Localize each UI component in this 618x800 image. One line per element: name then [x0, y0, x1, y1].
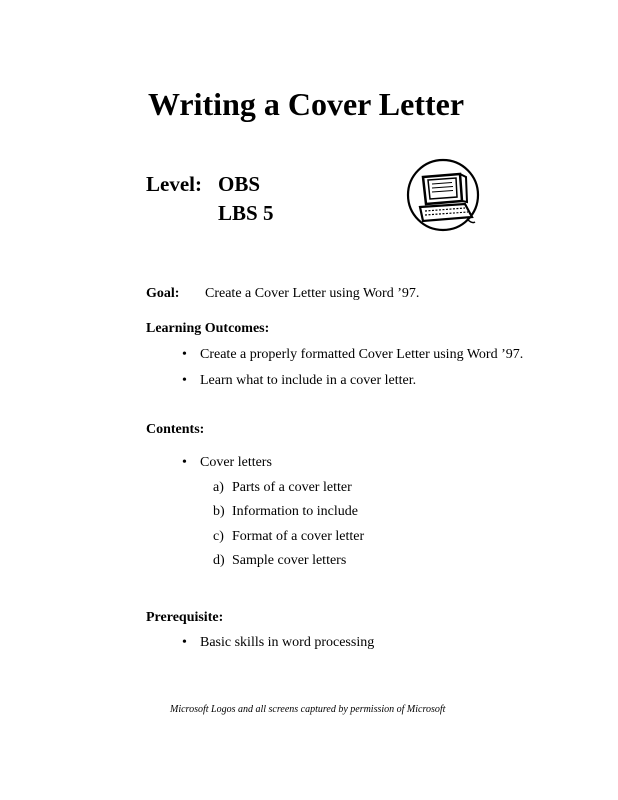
contents-subitem: Parts of a cover letter [232, 480, 352, 495]
footer-note: Microsoft Logos and all screens captured by permission of Microsoft [170, 704, 446, 715]
contents-label: Contents: [146, 422, 205, 437]
bullet-icon: • [182, 347, 187, 362]
contents-subitem-letter: d) [213, 553, 225, 568]
goal-label: Goal: [146, 286, 180, 301]
contents-subitem-letter: c) [213, 529, 224, 544]
prerequisite-item: Basic skills in word processing [200, 635, 375, 650]
learning-outcome-item: Learn what to include in a cover letter. [200, 373, 417, 388]
prerequisite-label: Prerequisite: [146, 610, 224, 625]
level-label: Level: [146, 172, 202, 196]
contents-subitem: Format of a cover letter [232, 529, 365, 544]
contents-subitem: Information to include [232, 504, 358, 519]
page-title: Writing a Cover Letter [148, 86, 465, 122]
learning-outcomes-label: Learning Outcomes: [146, 321, 270, 336]
computer-icon [405, 157, 483, 235]
goal-text: Create a Cover Letter using Word ’97. [205, 286, 420, 301]
bullet-icon: • [182, 455, 187, 470]
level-value-obs: OBS [218, 172, 261, 196]
contents-subitem-letter: b) [213, 504, 225, 519]
contents-subitem: Sample cover letters [232, 553, 347, 568]
contents-item: Cover letters [200, 455, 272, 470]
level-value-lbs: LBS 5 [218, 201, 274, 225]
learning-outcome-item: Create a properly formatted Cover Letter using Word ’97. [200, 347, 524, 362]
contents-subitem-letter: a) [213, 480, 224, 495]
bullet-icon: • [182, 635, 187, 650]
bullet-icon: • [182, 373, 187, 388]
